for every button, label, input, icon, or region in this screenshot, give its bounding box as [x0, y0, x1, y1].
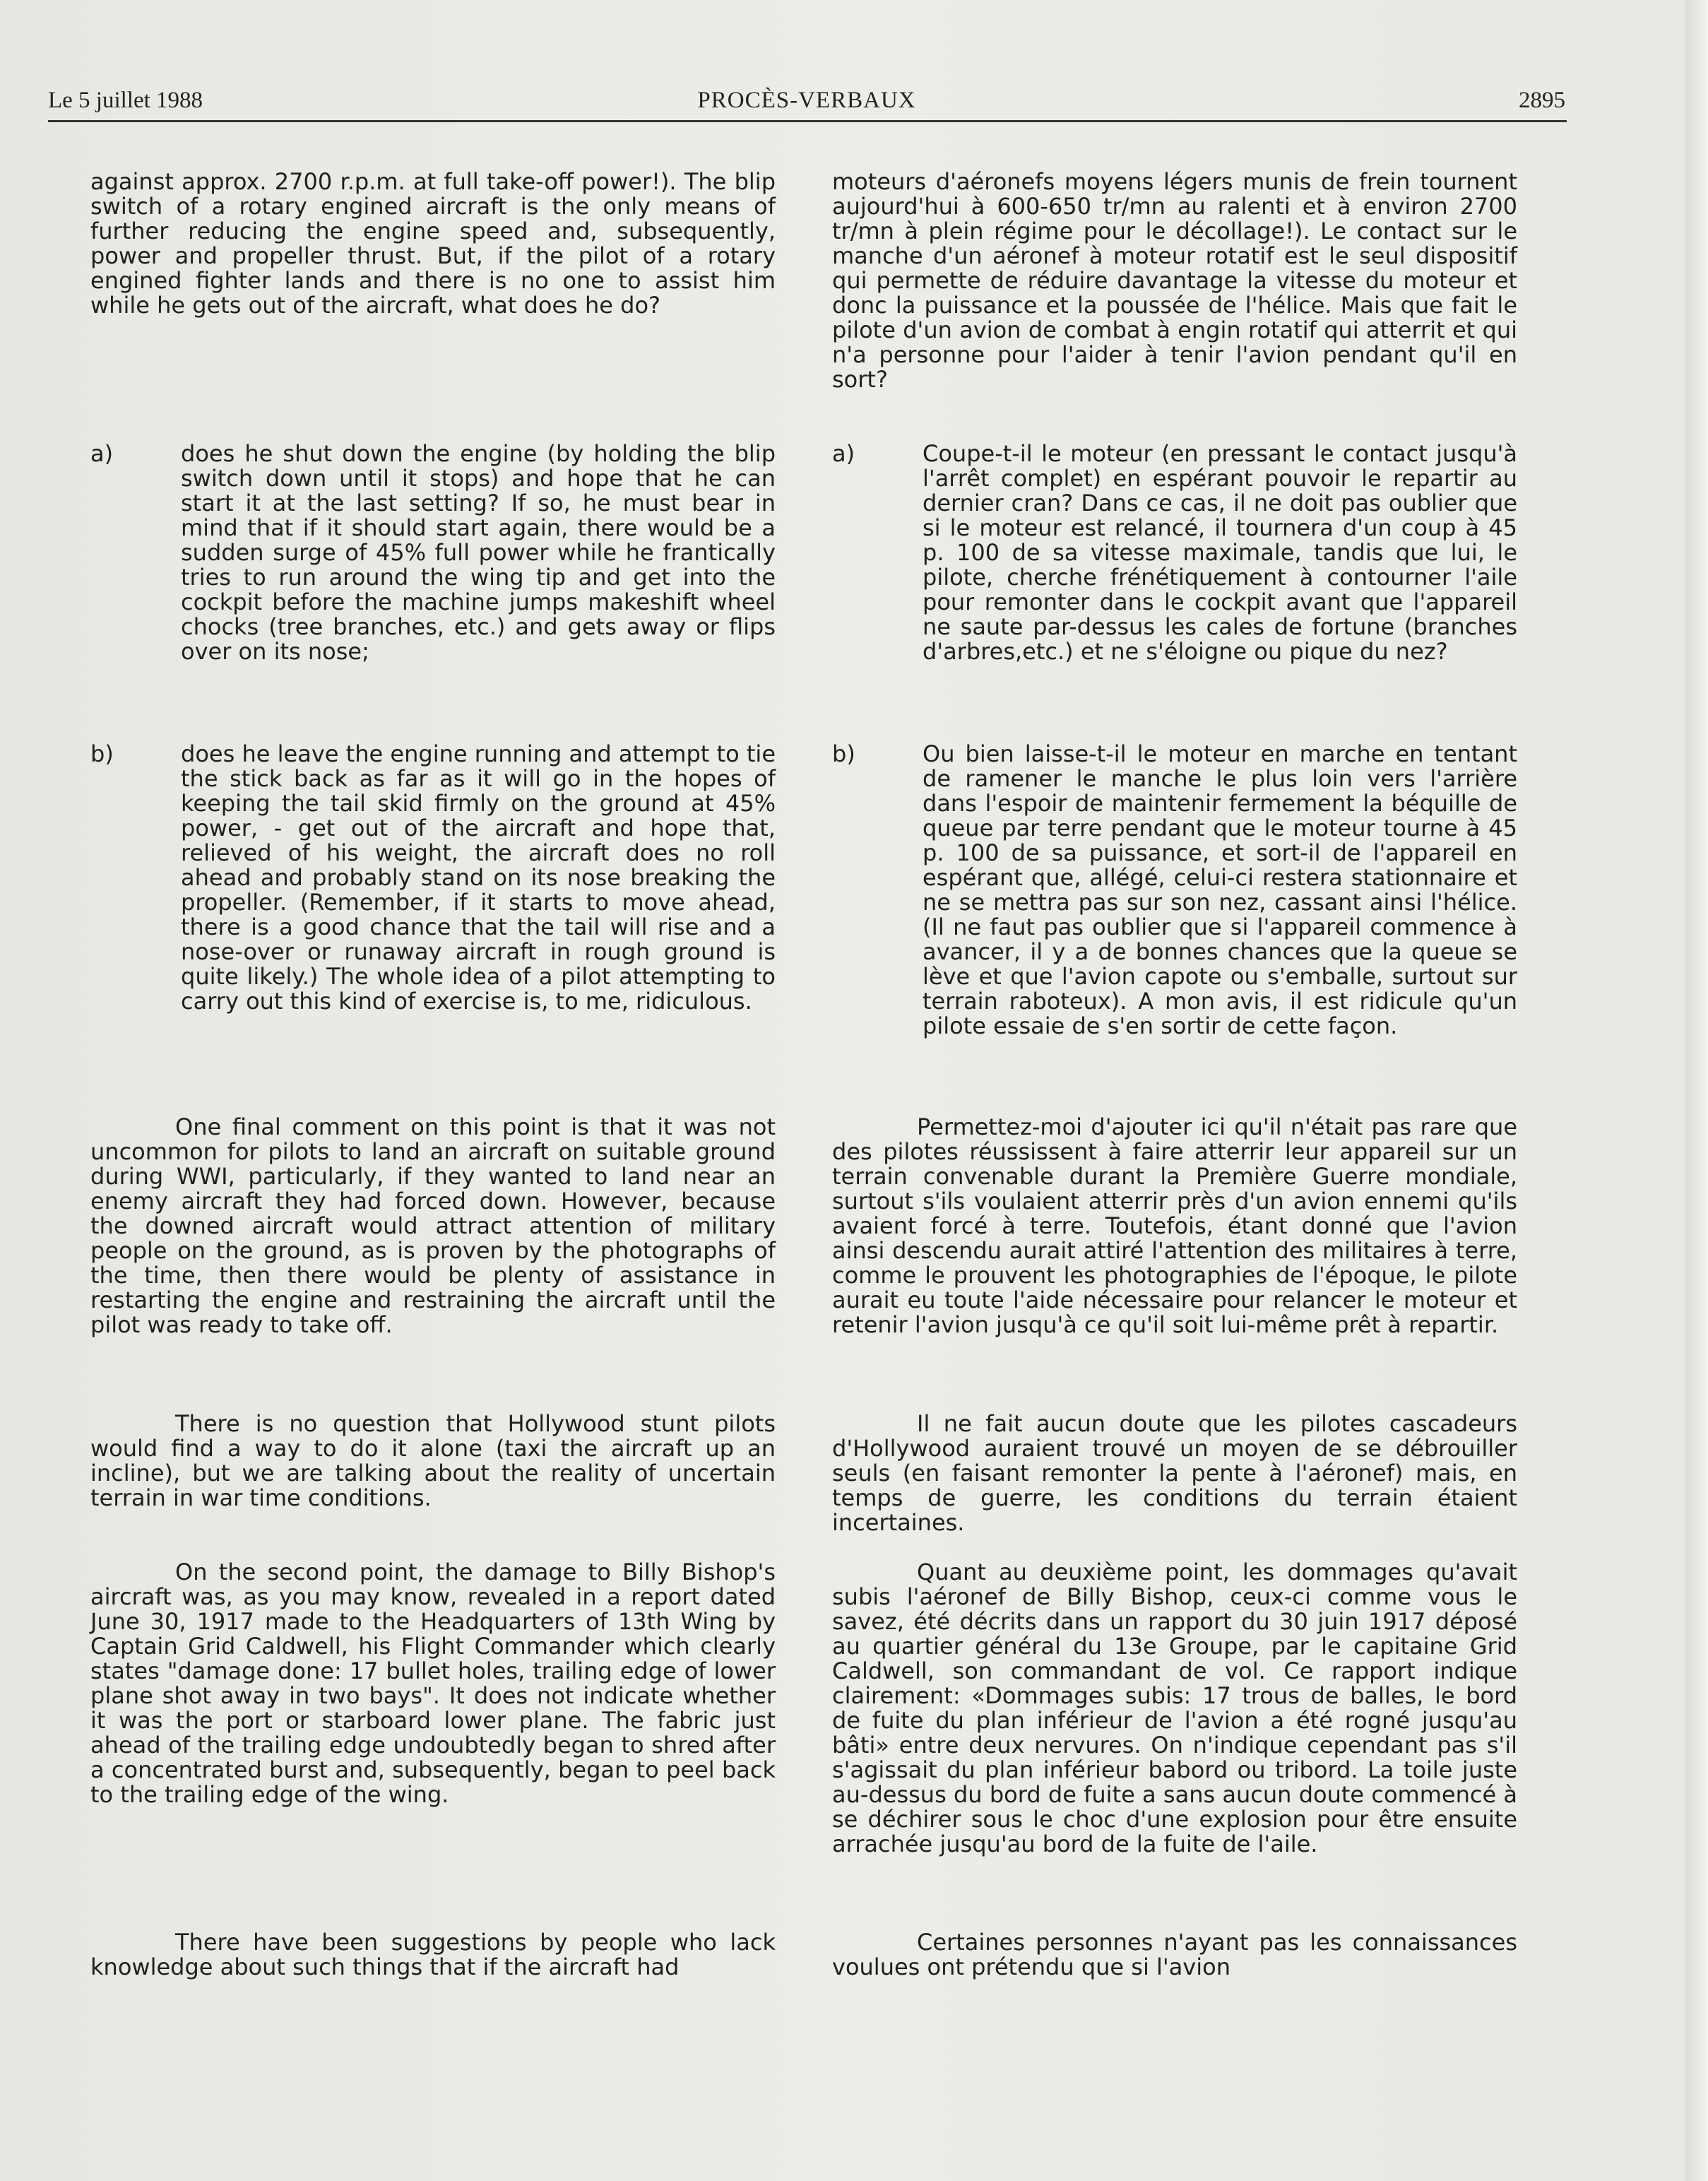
page-edge [1685, 0, 1708, 2181]
french-paragraph-4: Quant au deuxième point, les dommages qu'avait subis l'aéronef de Billy Bishop, ceux-ci comme vous le savez, été décrits dans un rapport du 30 juin 1917 déposé au quartier général du 13e Groupe, par le capitaine Grid Caldwell, son commandant de vol. Ce rapport indique clairement: «Dommages subis: 17 trous de balles, le bord de fuite du plan inférieur de l'avion a été rogné jusqu'au bâti» entre deux nervures. On n'indique cependant pas s'il s'agissait du plan inférieur babord ou tribord. La toile juste au-dessus du bord de fuite a sans aucun doute commencé à se déchirer sous le choc d'une explosion pour être ensuite arrachée jusqu'au bord de la fuite de l'aile. [832, 1559, 1517, 1857]
french-item-a-label: a) [832, 440, 855, 467]
english-paragraph-2: One final comment on this point is that it was not uncommon for pilots to land an aircraft on suitable ground during WWI, particularly, if they wanted to land near an enemy aircraft they had forced down. However, because the downed aircraft would attract attention of military people on the ground, as is proven by the photographs of the time, then there would be plenty of assistance in restarting the engine and restraining the aircraft until the pilot was ready to take off. [90, 1113, 776, 1338]
english-paragraph-1: against approx. 2700 r.p.m. at full take-off power!). The blip switch of a rotary engined aircraft is the only means of further reducing the engine speed and, subsequently, power and propeller thrust. But, if the pilot of a rotary engined fighter lands and there is no one to assist him while he gets out of the aircraft, what does he do? [90, 168, 776, 319]
header-page-number: 2895 [1519, 88, 1565, 113]
english-item-b-text: does he leave the engine running and attempt to tie the stick back as far as it will go in the hopes of keeping the tail skid firmly on the ground at 45% power, - get out of the aircraft and hope that, relieved of his weight, the aircraft does no roll ahead and probably stand on its nose breaking the propeller. (Remember, if it starts to move ahead, there is a good chance that the tail will rise and a nose-over or runaway aircraft in rough ground is quite likely.) The whole idea of a pilot attempting to carry out this kind of exercise is, to me, ridiculous. [181, 740, 776, 1015]
french-paragraph-2: Permettez-moi d'ajouter ici qu'il n'était pas rare que des pilotes réussissent à faire atterrir leur appareil sur un terrain convenable durant la Première Guerre mondiale, surtout s'ils voulaient atterrir près d'un avion ennemi qu'ils avaient forcé à terre. Toutefois, étant donné que l'avion ainsi descendu aurait attiré l'attention des militaires à terre, comme le prouvent les photographies de l'époque, le pilote aurait eu toute l'aide nécessaire pour relancer le moteur et retenir l'avion jusqu'à ce qu'il soit lui-même prêt à repartir. [832, 1113, 1517, 1338]
english-paragraph-3: There is no question that Hollywood stunt pilots would find a way to do it alone (taxi the aircraft up an incline), but we are talking about the reality of uncertain terrain in war time conditions. [90, 1410, 776, 1511]
french-item-a-text: Coupe-t-il le moteur (en pressant le contact jusqu'à l'arrêt complet) en espérant pouvoir le repartir au dernier cran? Dans ce cas, il ne doit pas oublier que si le moteur est relancé, il tournera d'un coup à 45 p. 100 de sa vitesse maximale, tandis que lui, le pilote, cherche frénétiquement à contourner l'aile pour remonter dans le cockpit avant que l'appareil ne saute par-dessus les cales de fortune (branches d'arbres,etc.) et ne s'éloigne ou pique du nez? [923, 440, 1517, 665]
header-title: PROCÈS-VERBAUX [697, 88, 916, 113]
french-item-b-text: Ou bien laisse-t-il le moteur en marche en tentant de ramener le manche le plus loin vers l'arrière dans l'espoir de maintenir fermement la béquille de queue par terre pendant que le moteur tourne à 45 p. 100 de sa puissance, et sort-il de l'appareil en espérant que, allégé, celui-ci restera stationnaire et ne se mettra pas sur son nez, cassant ainsi l'hélice. (Il ne faut pas oublier que si l'appareil commence à avancer, il y a de bonnes chances que la queue se lève et que l'avion capote ou s'emballe, surtout sur terrain raboteux). A mon avis, il est ridicule qu'un pilote essaie de s'en sortir de cette façon. [923, 740, 1517, 1039]
french-paragraph-5: Certaines personnes n'ayant pas les connaissances voulues ont prétendu que si l'avion [832, 1929, 1517, 1980]
header-date: Le 5 juillet 1988 [48, 88, 203, 113]
english-item-a-label: a) [90, 440, 114, 467]
french-item-b-label: b) [832, 740, 855, 767]
french-paragraph-3: Il ne fait aucun doute que les pilotes cascadeurs d'Hollywood auraient trouvé un moyen de se débrouiller seuls (en faisant remonter la pente à l'aéronef) mais, en temps de guerre, les conditions du terrain étaient incertaines. [832, 1410, 1517, 1536]
page-header [48, 79, 1565, 122]
english-paragraph-4: On the second point, the damage to Billy Bishop's aircraft was, as you may know, revealed in a report dated June 30, 1917 made to the Headquarters of 13th Wing by Captain Grid Caldwell, his Flight Commander which clearly states "damage done: 17 bullet holes, trailing edge of lower plane shot away in two bays". It does not indicate whether it was the port or starboard lower plane. The fabric just ahead of the trailing edge undoubtedly began to shred after a concentrated burst and, subsequently, began to peel back to the trailing edge of the wing. [90, 1559, 776, 1808]
header-rule [48, 120, 1567, 122]
french-paragraph-1: moteurs d'aéronefs moyens légers munis de frein tournent aujourd'hui à 600-650 tr/mn au ralenti et à environ 2700 tr/mn à plein régime pour le décollage!). Le contact sur le manche d'un aéronef à moteur rotatif est le seul dispositif qui permette de réduire davantage la vitesse du moteur et donc la puissance et la poussée de l'hélice. Mais que fait le pilote d'un avion de combat à engin rotatif qui atterrit et qui n'a personne pour l'aider à tenir l'avion pendant qu'il en sort? [832, 168, 1517, 393]
english-item-b-label: b) [90, 740, 114, 767]
english-item-a-text: does he shut down the engine (by holding the blip switch down until it stops) and hope that he can start it at the last setting? If so, he must bear in mind that if it should start again, there would be a sudden surge of 45% full power while he frantically tries to run around the wing tip and get into the cockpit before the machine jumps makeshift wheel chocks (tree branches, etc.) and gets away or flips over on its nose; [181, 440, 776, 665]
english-paragraph-5: There have been suggestions by people who lack knowledge about such things that if the aircraft had [90, 1929, 776, 1980]
